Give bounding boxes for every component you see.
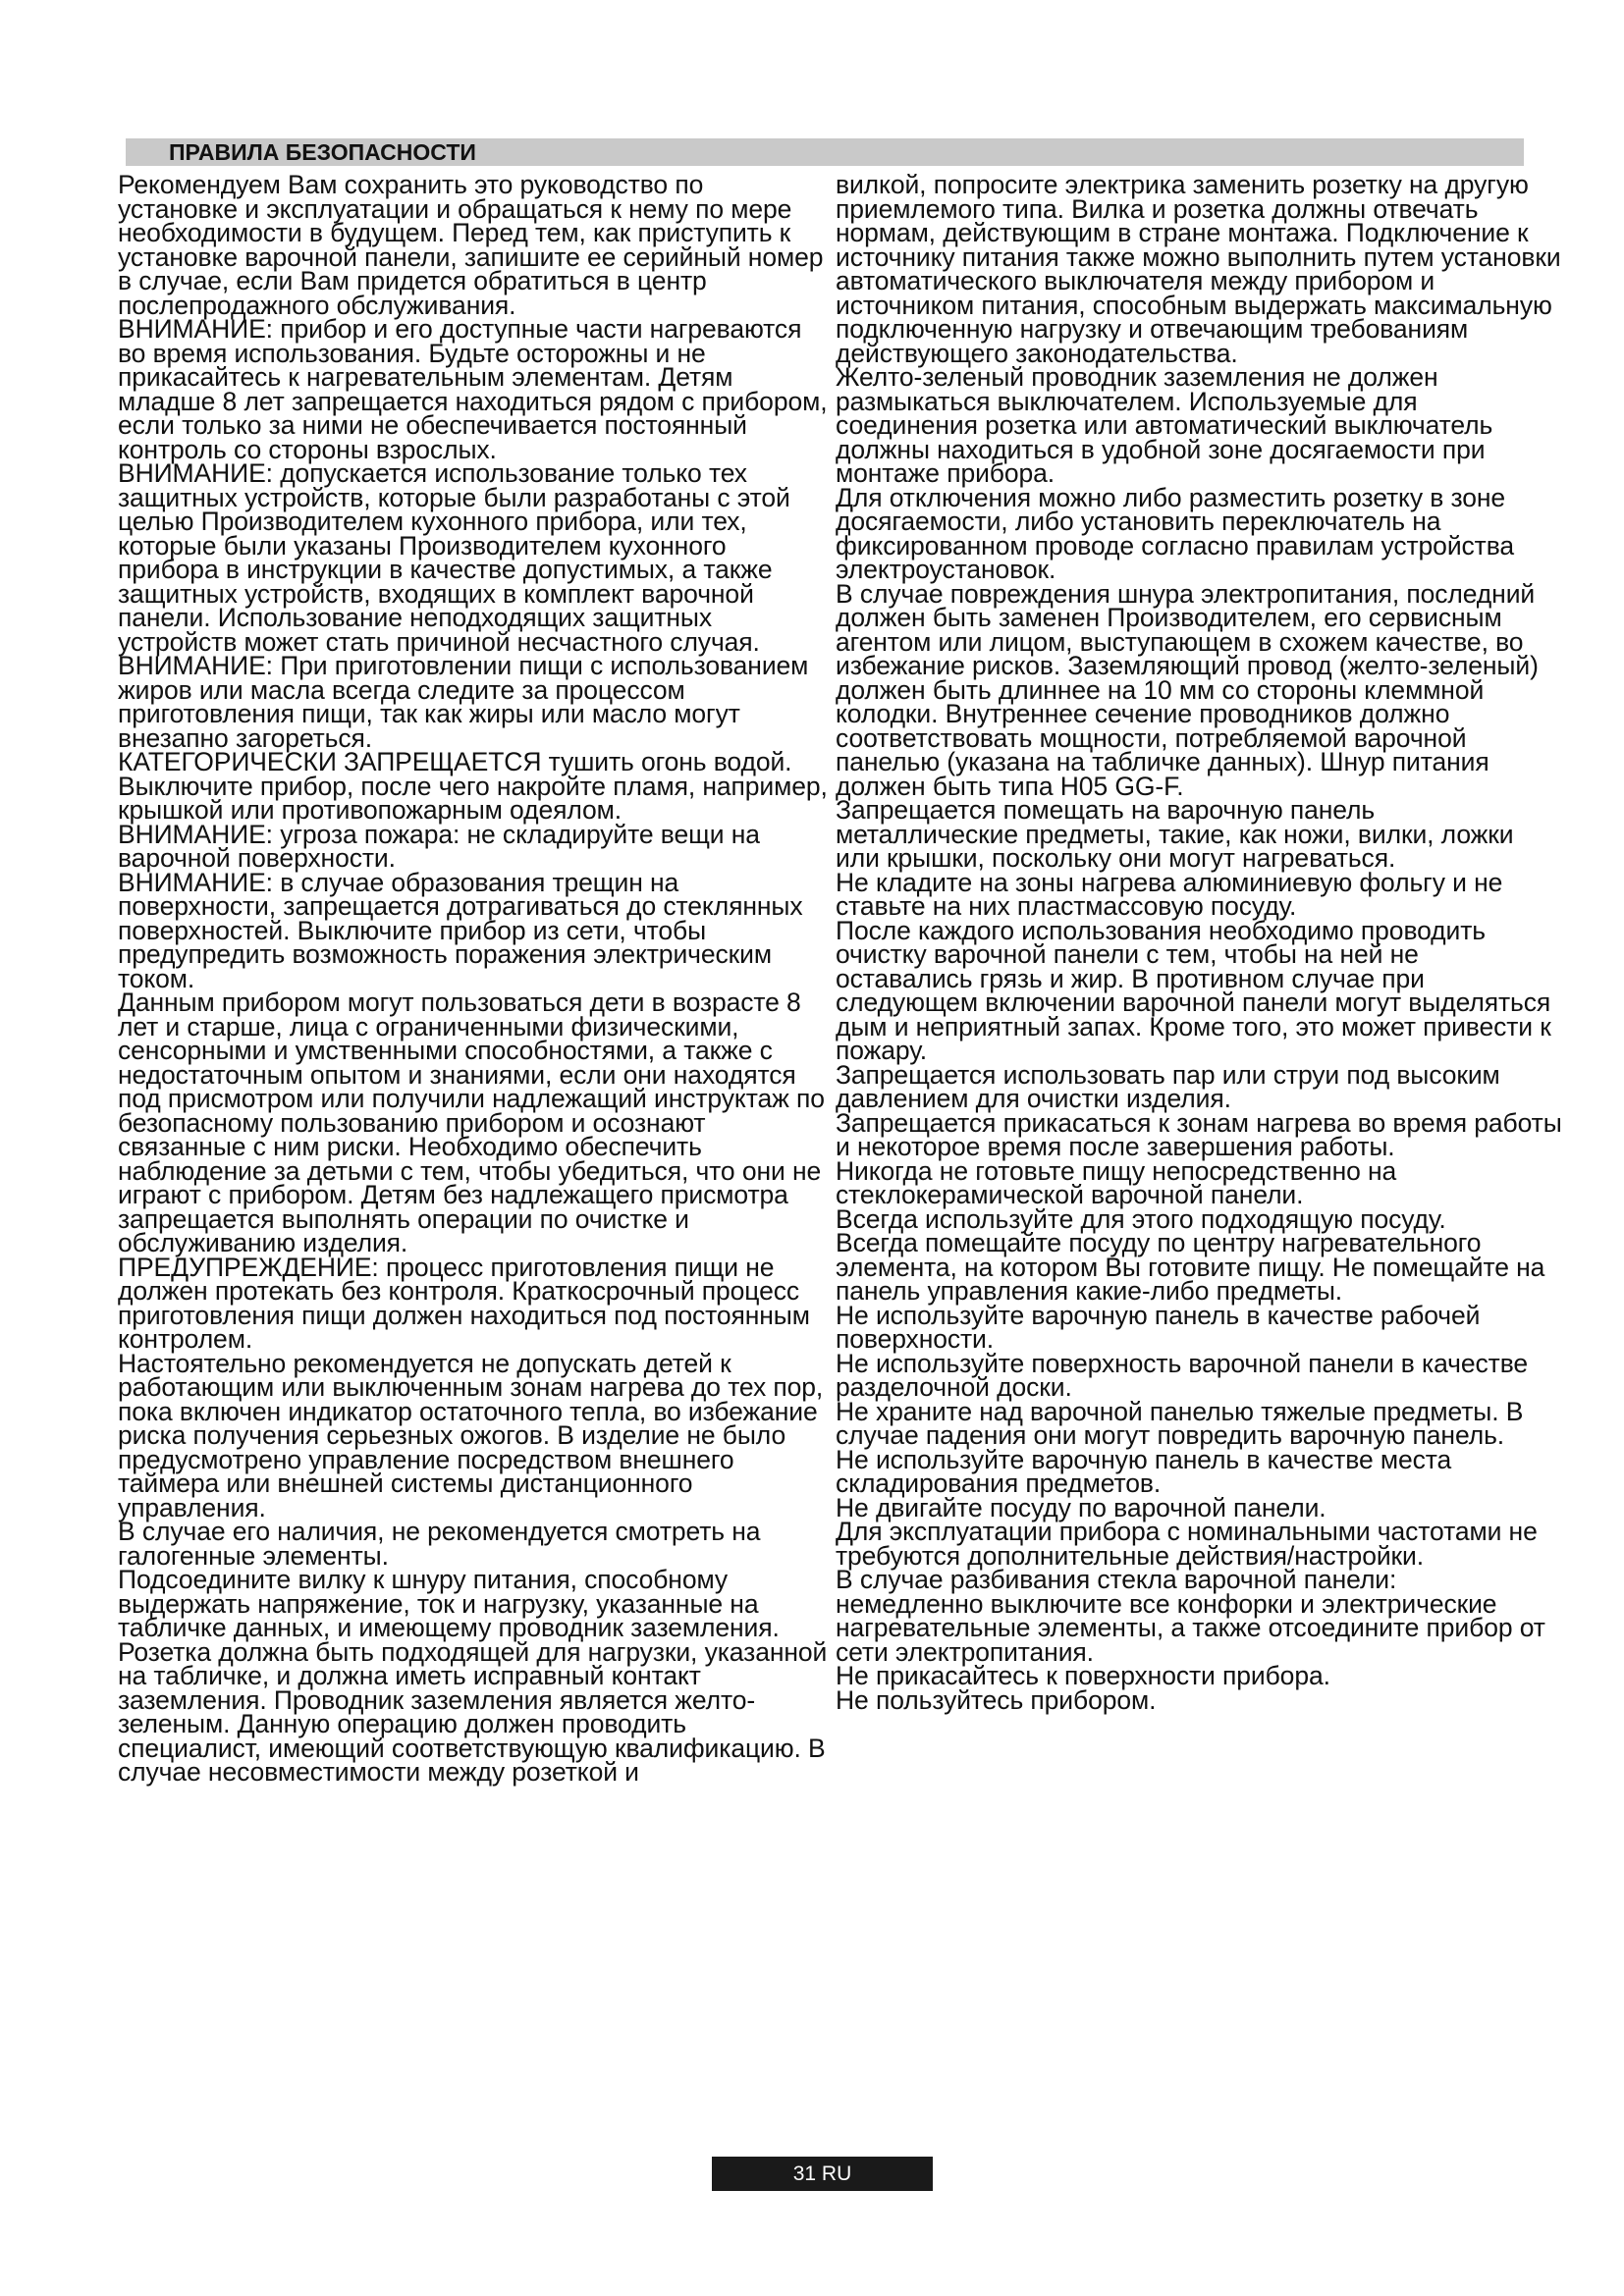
- paragraph: Не используйте поверхность варочной панели в качестве разделочной доски.: [836, 1348, 1529, 1402]
- paragraph: Запрещается помещать на варочную панель металлические предметы, такие, как ножи, вилки, ложки или крышки, поскольку они могут нагреваться.: [836, 795, 1514, 873]
- paragraph: Запрещается прикасаться к зонам нагрева во время работы и некоторое время после завершения работы.: [836, 1107, 1562, 1161]
- paragraph: Не используйте варочную панель в качестве места складирования предметов.: [836, 1444, 1452, 1498]
- paragraph: В случае его наличия, не рекомендуется смотреть на галогенные элементы.: [118, 1517, 761, 1571]
- section-header-bar: [126, 138, 1524, 166]
- paragraph: немедленно выключите все конфорки и электрические нагревательные элементы, а также отсоедините прибор от сети электропитания.: [836, 1588, 1545, 1667]
- paragraph: Для эксплуатации прибора с номинальными частотами не требуются дополнительные действия/настройки.: [836, 1517, 1538, 1571]
- paragraph: вилкой, попросите электрика заменить розетку на другую приемлемого типа. Вилка и розетка должны отвечать нормам, действующим в стране монтажа. Подключение к источнику питания также можно выполнить путем установки автоматического выключателя между прибором и источником питания, способным выдержать максимальную подключенную нагрузку и отвечающим требованиям действующего законодательства.: [836, 173, 1561, 368]
- paragraph: Подсоедините вилку к шнуру питания, способному выдержать напряжение, ток и нагрузку, указанные на табличке данных, и имеющему проводник заземления. Розетка должна быть подходящей для нагрузки, указанной на табличке, и должна иметь исправный контакт заземления. Проводник заземления является желто-зеленым. Данную операцию должен проводить специалист, имеющий соответствующую квалификацию. В случае несовместимости между розеткой и: [118, 1565, 828, 1787]
- section-title: ПРАВИЛА БЕЗОПАСНОСТИ: [169, 139, 476, 165]
- paragraph: ВНИМАНИЕ: в случае образования трещин на поверхности, запрещается дотрагиваться до стеклянных поверхностей. Выключите прибор из сети, чтобы предупредить возможность поражения электрическим током.: [118, 867, 803, 993]
- paragraph: Не двигайте посуду по варочной панели.: [836, 1492, 1326, 1522]
- paragraph: Желто-зеленый проводник заземления не должен размыкаться выключателем. Используемые для соединения розетка или автоматический выключатель должны находиться в удобной зоне досягаемости при монтаже прибора.: [836, 362, 1493, 488]
- paragraph: Не используйте варочную панель в качестве рабочей поверхности.: [836, 1300, 1481, 1354]
- paragraph: ВНИМАНИЕ: При приготовлении пищи с использованием жиров или масла всегда следите за процессом приготовления пищи, так как жиры или масло могут внезапно загореться.: [118, 651, 809, 753]
- paragraph: После каждого использования необходимо проводить очистку варочной панели с тем, чтобы на ней не оставались грязь и жир. В противном случае при следующем включении варочной панели могут выделяться дым и неприятный запах. Кроме того, это может привести к пожару.: [836, 915, 1551, 1065]
- paragraph: Данным прибором могут пользоваться дети в возрасте 8 лет и старше, лица с ограниченными физическими, сенсорными и умственными способностями, а также с недостаточным опытом и знаниями, если они находятся под присмотром или получили надлежащий инструктаж по безопасному пользованию прибором и осознают связанные с ним риски. Необходимо обеспечить наблюдение за детьми с тем, чтобы убедиться, что они не играют с прибором. Детям без надлежащего присмотра запрещается выполнять операции по очистке и обслуживанию изделия.: [118, 988, 825, 1257]
- paragraph: ПРЕДУПРЕЖДЕНИЕ: процесс приготовления пищи не должен протекать без контроля. Краткосрочный процесс приготовления пищи должен находиться под постоянным контролем.: [118, 1252, 810, 1354]
- paragraph: Не кладите на зоны нагрева алюминиевую фольгу и не ставьте на них пластмассовую посуду.: [836, 867, 1503, 921]
- paragraph: Всегда используйте для этого подходящую посуду.: [836, 1203, 1446, 1234]
- paragraph: ВНИМАНИЕ: допускается использование только тех защитных устройств, которые были разработаны с этой целью Производителем кухонного прибора, или тех, которые были указаны Производителем кухонного прибора в инструкции в качестве допустимых, а также защитных устройств, входящих в комплект варочной панели. Использование неподходящих защитных устройств может стать причиной несчастного случая.: [118, 458, 790, 657]
- paragraph: Всегда помещайте посуду по центру нагревательного элемента, на котором Вы готовите пищу. Не помещайте на панель управления какие-либо предметы.: [836, 1228, 1545, 1306]
- paragraph: Для отключения можно либо разместить розетку в зоне досягаемости, либо установить переключатель на фиксированном проводе согласно правилам устройства электроустановок.: [836, 482, 1515, 584]
- paragraph: Никогда не готовьте пищу непосредственно на стеклокерамической варочной панели.: [836, 1155, 1397, 1209]
- paragraph: В случае повреждения шнура электропитания, последний должен быть заменен Производителем, его сервисным агентом или лицом, выступающем в схожем качестве, во избежание рисков. Заземляющий провод (желто-зеленый) должен быть длиннее на 10 мм со стороны клеммной колодки. Внутреннее сечение проводников должно соответствовать мощности, потребляемой варочной панелью (указана на табличке данных). Шнур питания должен быть типа H05 GG-F.: [836, 578, 1539, 801]
- paragraph: ВНИМАНИЕ: угроза пожара: не складируйте вещи на варочной поверхности.: [118, 819, 760, 873]
- paragraph: Не храните над варочной панелью тяжелые предметы. В случае падения они могут повредить варочную панель.: [836, 1396, 1524, 1450]
- page-number: 31 RU: [792, 2163, 852, 2185]
- paragraph: Запрещается использовать пар или струи под высоким давлением для очистки изделия.: [836, 1059, 1500, 1113]
- page-number-badge: [712, 2157, 933, 2191]
- paragraph: Рекомендуем Вам сохранить это руководство по установке и эксплуатации и обращаться к нему по мере необходимости в будущем. Перед тем, как приступить к установке варочной панели, запишите ее серийный номер в случае, если Вам придется обратиться в центр послепродажного обслуживания.: [118, 173, 824, 320]
- paragraph: В случае разбивания стекла варочной панели:: [836, 1565, 1397, 1594]
- paragraph: ВНИМАНИЕ: прибор и его доступные части нагреваются во время использования. Будьте осторожны и не прикасайтесь к нагревательным элементам. Детям младше 8 лет запрещается находиться рядом с прибором, если только за ними не обеспечивается постоянный контроль со стороны взрослых.: [118, 314, 828, 464]
- paragraph: Настоятельно рекомендуется не допускать детей к работающим или выключенным зонам нагрева до тех пор, пока включен индикатор остаточного тепла, во избежание риска получения серьезных ожогов. В изделие не было предусмотрено управление посредством внешнего таймера или внешней системы дистанционного управления.: [118, 1348, 824, 1522]
- right-column: [836, 173, 1562, 2151]
- paragraph: КАТЕГОРИЧЕСКИ ЗАПРЕЩАЕТСЯ тушить огонь водой. Выключите прибор, после чего накройте пламя, например, крышкой или противопожарным одеялом.: [118, 747, 828, 825]
- paragraph: Не пользуйтесь прибором.: [836, 1684, 1157, 1715]
- paragraph: Не прикасайтесь к поверхности прибора.: [836, 1661, 1330, 1690]
- left-column: [118, 173, 830, 2151]
